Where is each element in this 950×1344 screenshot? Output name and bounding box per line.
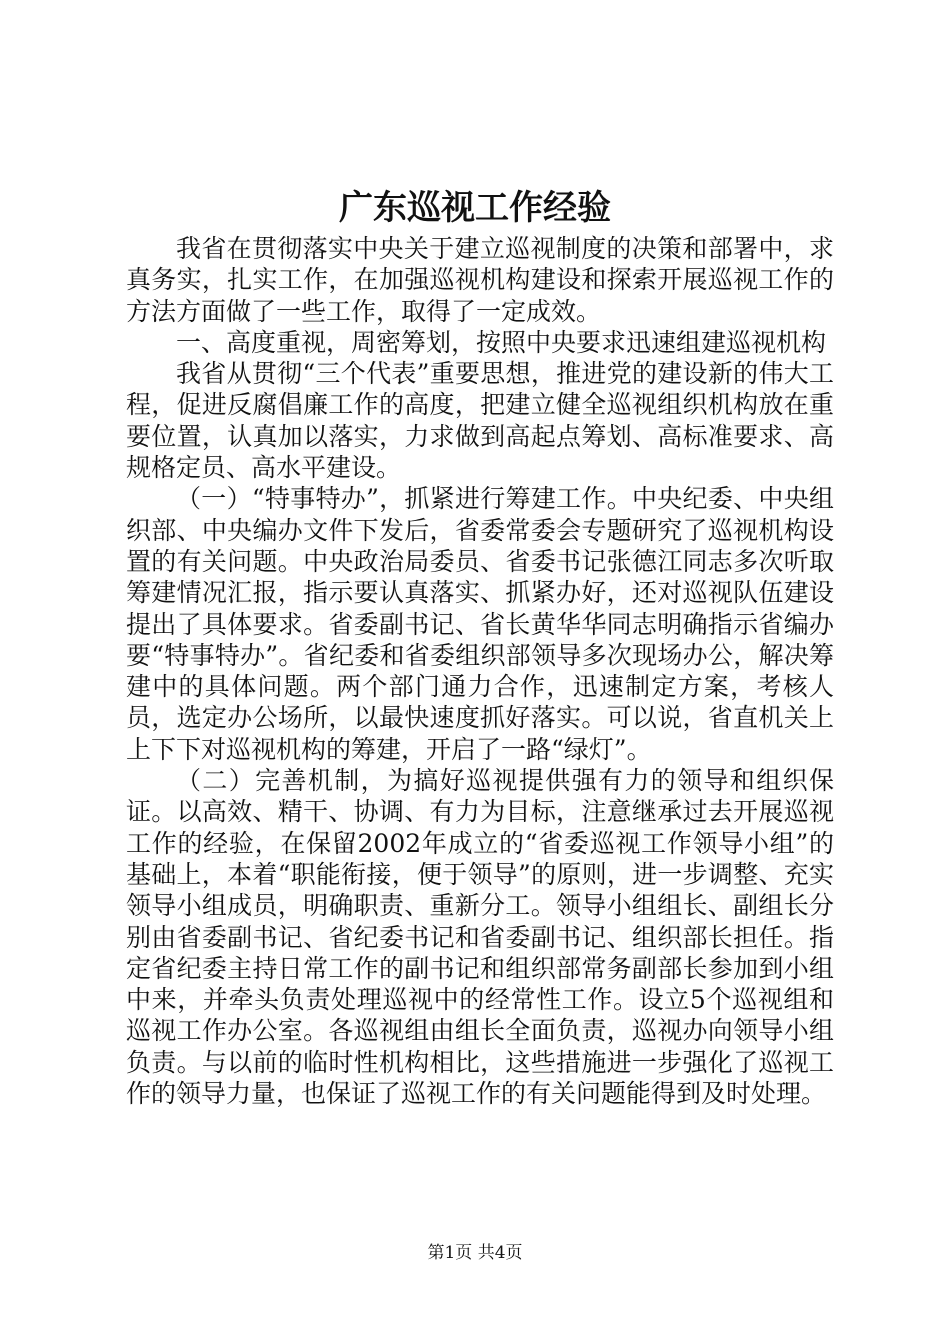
paragraph-subsection-2: （二）完善机制，为搞好巡视提供强有力的领导和组织保证。以高效、精干、协调、有力为目标，注意继承过去开展巡视工作的经验，在保留2002年成立的“省委巡视工作领导小组”的基础上，本着“职能衔接，便于领导”的原则，进一步调整、充实领导小组成员，明确职责、重新分工。领导小组组长、副组长分别由省委副书记、省纪委书记和省委副书记、组织部长担任。指定省纪委主持日常工作的副书记和组织部常务副部长参加到小组中来，并牵头负责处理巡视中的经常性工作。设立5个巡视组和巡视工作办公室。各巡视组由组长全面负责，巡视办向领导小组负责。与以前的临时性机构相比，这些措施进一步强化了巡视工作的领导力量，也保证了巡视工作的有关问题能得到及时处理。 — [126, 766, 834, 1109]
paragraph-intro: 我省在贯彻落实中央关于建立巡视制度的决策和部署中，求真务实，扎实工作，在加强巡视机构建设和探索开展巡视工作的方法方面做了一些工作，取得了一定成效。 — [126, 234, 834, 326]
document-title: 广东巡视工作经验 — [339, 188, 611, 228]
page-footer: 第1页 共4页 — [427, 1243, 523, 1263]
paragraph-subsection-1: （一）“特事特办”，抓紧进行筹建工作。中央纪委、中央组织部、中央编办文件下发后，省委常委会专题研究了巡视机构设置的有关问题。中央政治局委员、省委书记张德江同志多次听取筹建情况汇报，指示要认真落实、抓紧办好，还对巡视队伍建设提出了具体要求。省委副书记、省长黄华华同志明确指示省编办要“特事特办”。省纪委和省委组织部领导多次现场办公，解决筹建中的具体问题。两个部门通力合作，迅速制定方案，考核人员，选定办公场所，以最快速度抓好落实。可以说，省直机关上上下下对巡视机构的筹建，开启了一路“绿灯”。 — [126, 484, 834, 764]
paragraph-section-1: 我省从贯彻“三个代表”重要思想，推进党的建设新的伟大工程，促进反腐倡廉工作的高度，把建立健全巡视组织机构放在重要位置，认真加以落实，力求做到高起点筹划、高标准要求、高规格定员、高水平建设。 — [126, 359, 834, 483]
section-heading-1: 一、高度重视，周密筹划，按照中央要求迅速组建巡视机构 — [176, 327, 827, 357]
document-body — [126, 233, 834, 1109]
